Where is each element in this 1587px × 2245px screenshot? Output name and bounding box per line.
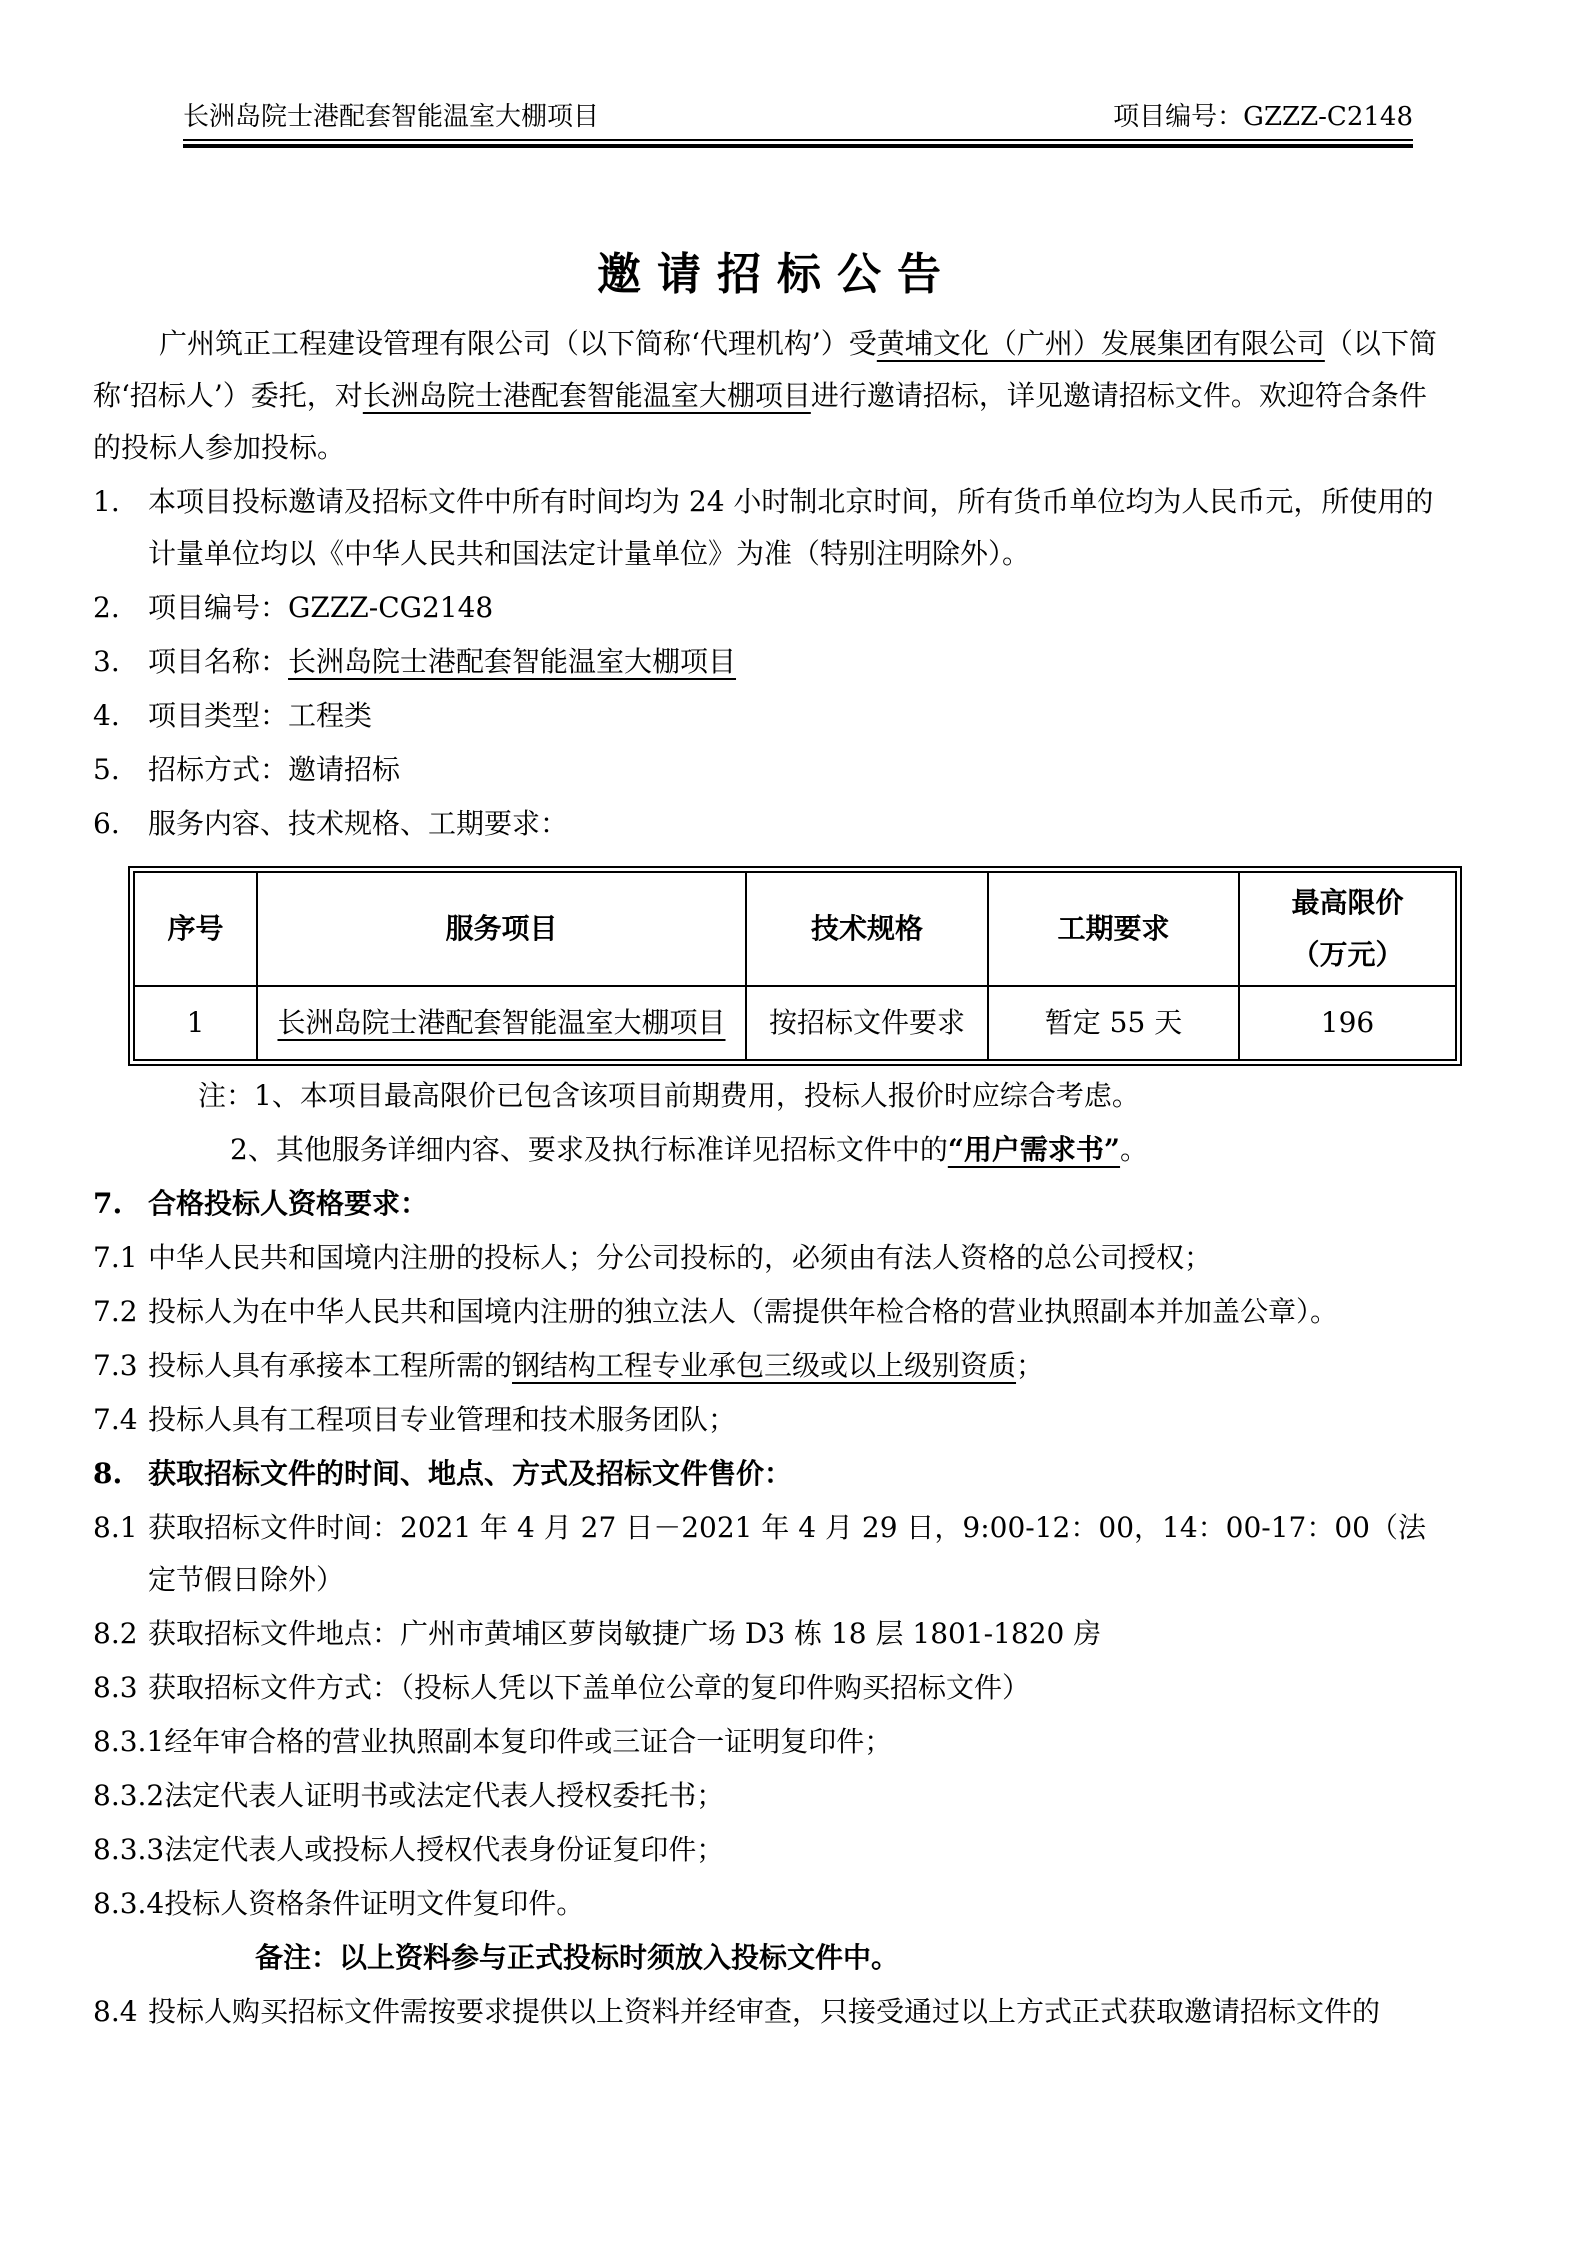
- col-header-service: 服务项目: [256, 873, 745, 985]
- clause-8-3-4-text: 投标人资格条件证明文件复印件。: [164, 1887, 585, 1920]
- header-rule: [183, 139, 1413, 148]
- clause-8-number: 8.: [93, 1457, 123, 1490]
- clause-8-3-3-text: 法定代表人或投标人授权代表身份证复印件；: [164, 1833, 725, 1866]
- clause-8-2-text: 获取招标文件地点：广州市黄埔区萝岗敏捷广场 D3 栋 18 层 1801-1820 房: [148, 1617, 1102, 1650]
- clause-7-3-text: 投标人具有承接本工程所需的钢结构工程专业承包三级或以上级别资质；: [148, 1349, 1045, 1382]
- clause-8-1-text: 获取招标文件时间：2021 年 4 月 27 日－2021 年 4 月 29 日，9:00-12：00，14：00-17：00（法定节假日除外）: [148, 1511, 1426, 1596]
- clause-8-3-4-number: 8.3.4: [93, 1887, 165, 1920]
- clause-7-text: 合格投标人资格要求：: [148, 1187, 429, 1220]
- col-header-price: [1238, 873, 1455, 985]
- clause-8: [93, 1448, 1445, 1500]
- clause-7: [93, 1178, 1445, 1230]
- clause-8-1: [93, 1502, 1445, 1606]
- clause-7-2-text: 投标人为在中华人民共和国境内注册的独立法人（需提供年检合格的营业执照副本并加盖公章）。: [148, 1295, 1339, 1328]
- clause-2-text: 项目编号：GZZZ-CG2148: [148, 591, 494, 624]
- table-note-2: 2、其他服务详细内容、要求及执行标准详见招标文件中的“用户需求书”。: [230, 1133, 1149, 1166]
- clause-7-4-number: 7.4: [93, 1403, 138, 1436]
- clause-6: [93, 798, 1445, 850]
- clause-7-3: [93, 1340, 1445, 1392]
- clause-8-3-2-text: 法定代表人证明书或法定代表人授权委托书；: [164, 1779, 725, 1812]
- clause-4-text: 项目类型：工程类: [148, 699, 373, 732]
- clause-8-3-1-number: 8.3.1: [93, 1725, 165, 1758]
- clause-8-3-text: 获取招标文件方式：（投标人凭以下盖单位公章的复印件购买招标文件）: [148, 1671, 1031, 1704]
- clause-8-3-3-number: 8.3.3: [93, 1833, 165, 1866]
- clause-1-number: 1.: [93, 485, 120, 518]
- clause-8-1-number: 8.1: [93, 1511, 138, 1544]
- clause-7-1: [93, 1232, 1445, 1284]
- remark-line: 备注：以上资料参与正式投标时须放入投标文件中。: [255, 1941, 900, 1974]
- cell-spec: 按招标文件要求: [745, 985, 987, 1059]
- clause-8-3-2-number: 8.3.2: [93, 1779, 165, 1812]
- clause-8-3-1-text: 经年审合格的营业执照副本复印件或三证合一证明复印件；: [164, 1725, 893, 1758]
- clause-7-2-number: 7.2: [93, 1295, 138, 1328]
- header-project-number: 项目编号：GZZZ-C2148: [1113, 102, 1413, 132]
- clause-8-2: [93, 1608, 1445, 1660]
- col-header-duration: 工期要求: [987, 873, 1238, 985]
- clause-3: [93, 636, 1445, 688]
- clause-3-number: 3.: [93, 645, 120, 678]
- intro-paragraph: 广州筑正工程建设管理有限公司（以下简称‘代理机构’）受黄埔文化（广州）发展集团有限公司（以下简称‘招标人’）委托，对长洲岛院士港配套智能温室大棚项目进行邀请招标，详见邀请招标文件。欢迎符合条件的投标人参加投标。: [93, 327, 1437, 464]
- service-table: [128, 866, 1462, 1066]
- cell-duration: 暂定 55 天: [987, 985, 1238, 1059]
- clause-5-text: 招标方式：邀请招标: [148, 753, 401, 786]
- service-table-row: [135, 985, 1455, 1059]
- cell-no: 1: [135, 985, 256, 1059]
- clause-7-4: [93, 1394, 1445, 1446]
- clause-3-text: 项目名称：长洲岛院士港配套智能温室大棚项目: [148, 645, 737, 678]
- clause-7-2: [93, 1286, 1445, 1338]
- col-header-price-line1: 最高限价: [1291, 886, 1404, 919]
- clause-8-4-text: 投标人购买招标文件需按要求提供以上资料并经审查，只接受通过以上方式正式获取邀请招标文件的: [148, 1995, 1381, 2028]
- cell-price: 196: [1238, 985, 1455, 1059]
- clause-5-number: 5.: [93, 753, 120, 786]
- header-project-name: 长洲岛院士港配套智能温室大棚项目: [183, 102, 600, 132]
- clause-8-3-number: 8.3: [93, 1671, 138, 1704]
- service-table-header-row: [135, 873, 1455, 985]
- col-header-no: 序号: [167, 912, 224, 945]
- clause-6-text: 服务内容、技术规格、工期要求：: [148, 807, 569, 840]
- document-body: [93, 246, 1445, 2038]
- clause-8-3-1: [93, 1716, 1445, 1768]
- clause-6-number: 6.: [93, 807, 120, 840]
- clause-1: [93, 476, 1445, 580]
- clause-8-3-2: [93, 1770, 1445, 1822]
- clause-8-4: [93, 1986, 1445, 2038]
- cell-service: 长洲岛院士港配套智能温室大棚项目: [256, 985, 745, 1059]
- clause-7-number: 7.: [93, 1187, 123, 1220]
- table-note-1: 注：1、本项目最高限价已包含该项目前期费用，投标人报价时应综合考虑。: [198, 1079, 1140, 1112]
- clause-8-3-4: [93, 1878, 1445, 1930]
- col-header-price-line2: （万元）: [1291, 938, 1404, 971]
- clause-8-2-number: 8.2: [93, 1617, 138, 1650]
- col-header-spec: 技术规格: [745, 873, 987, 985]
- clause-1-text: 本项目投标邀请及招标文件中所有时间均为 24 小时制北京时间，所有货币单位均为人民币元，所使用的计量单位均以《中华人民共和国法定计量单位》为准（特别注明除外）。: [148, 485, 1434, 570]
- clause-5: [93, 744, 1445, 796]
- clause-8-3-3: [93, 1824, 1445, 1876]
- page-title: 邀请招标公告: [597, 249, 957, 300]
- clause-4: [93, 690, 1445, 742]
- clause-7-1-number: 7.1: [93, 1241, 138, 1274]
- clause-2-number: 2.: [93, 591, 120, 624]
- page-header: [183, 100, 1413, 148]
- clause-8-3: [93, 1662, 1445, 1714]
- clause-2: [93, 582, 1445, 634]
- clause-7-4-text: 投标人具有工程项目专业管理和技术服务团队；: [148, 1403, 737, 1436]
- clause-7-3-number: 7.3: [93, 1349, 138, 1382]
- clause-8-text: 获取招标文件的时间、地点、方式及招标文件售价：: [148, 1457, 793, 1490]
- clause-4-number: 4.: [93, 699, 120, 732]
- clause-8-4-number: 8.4: [93, 1995, 138, 2028]
- clause-7-1-text: 中华人民共和国境内注册的投标人；分公司投标的，必须由有法人资格的总公司授权；: [148, 1241, 1213, 1274]
